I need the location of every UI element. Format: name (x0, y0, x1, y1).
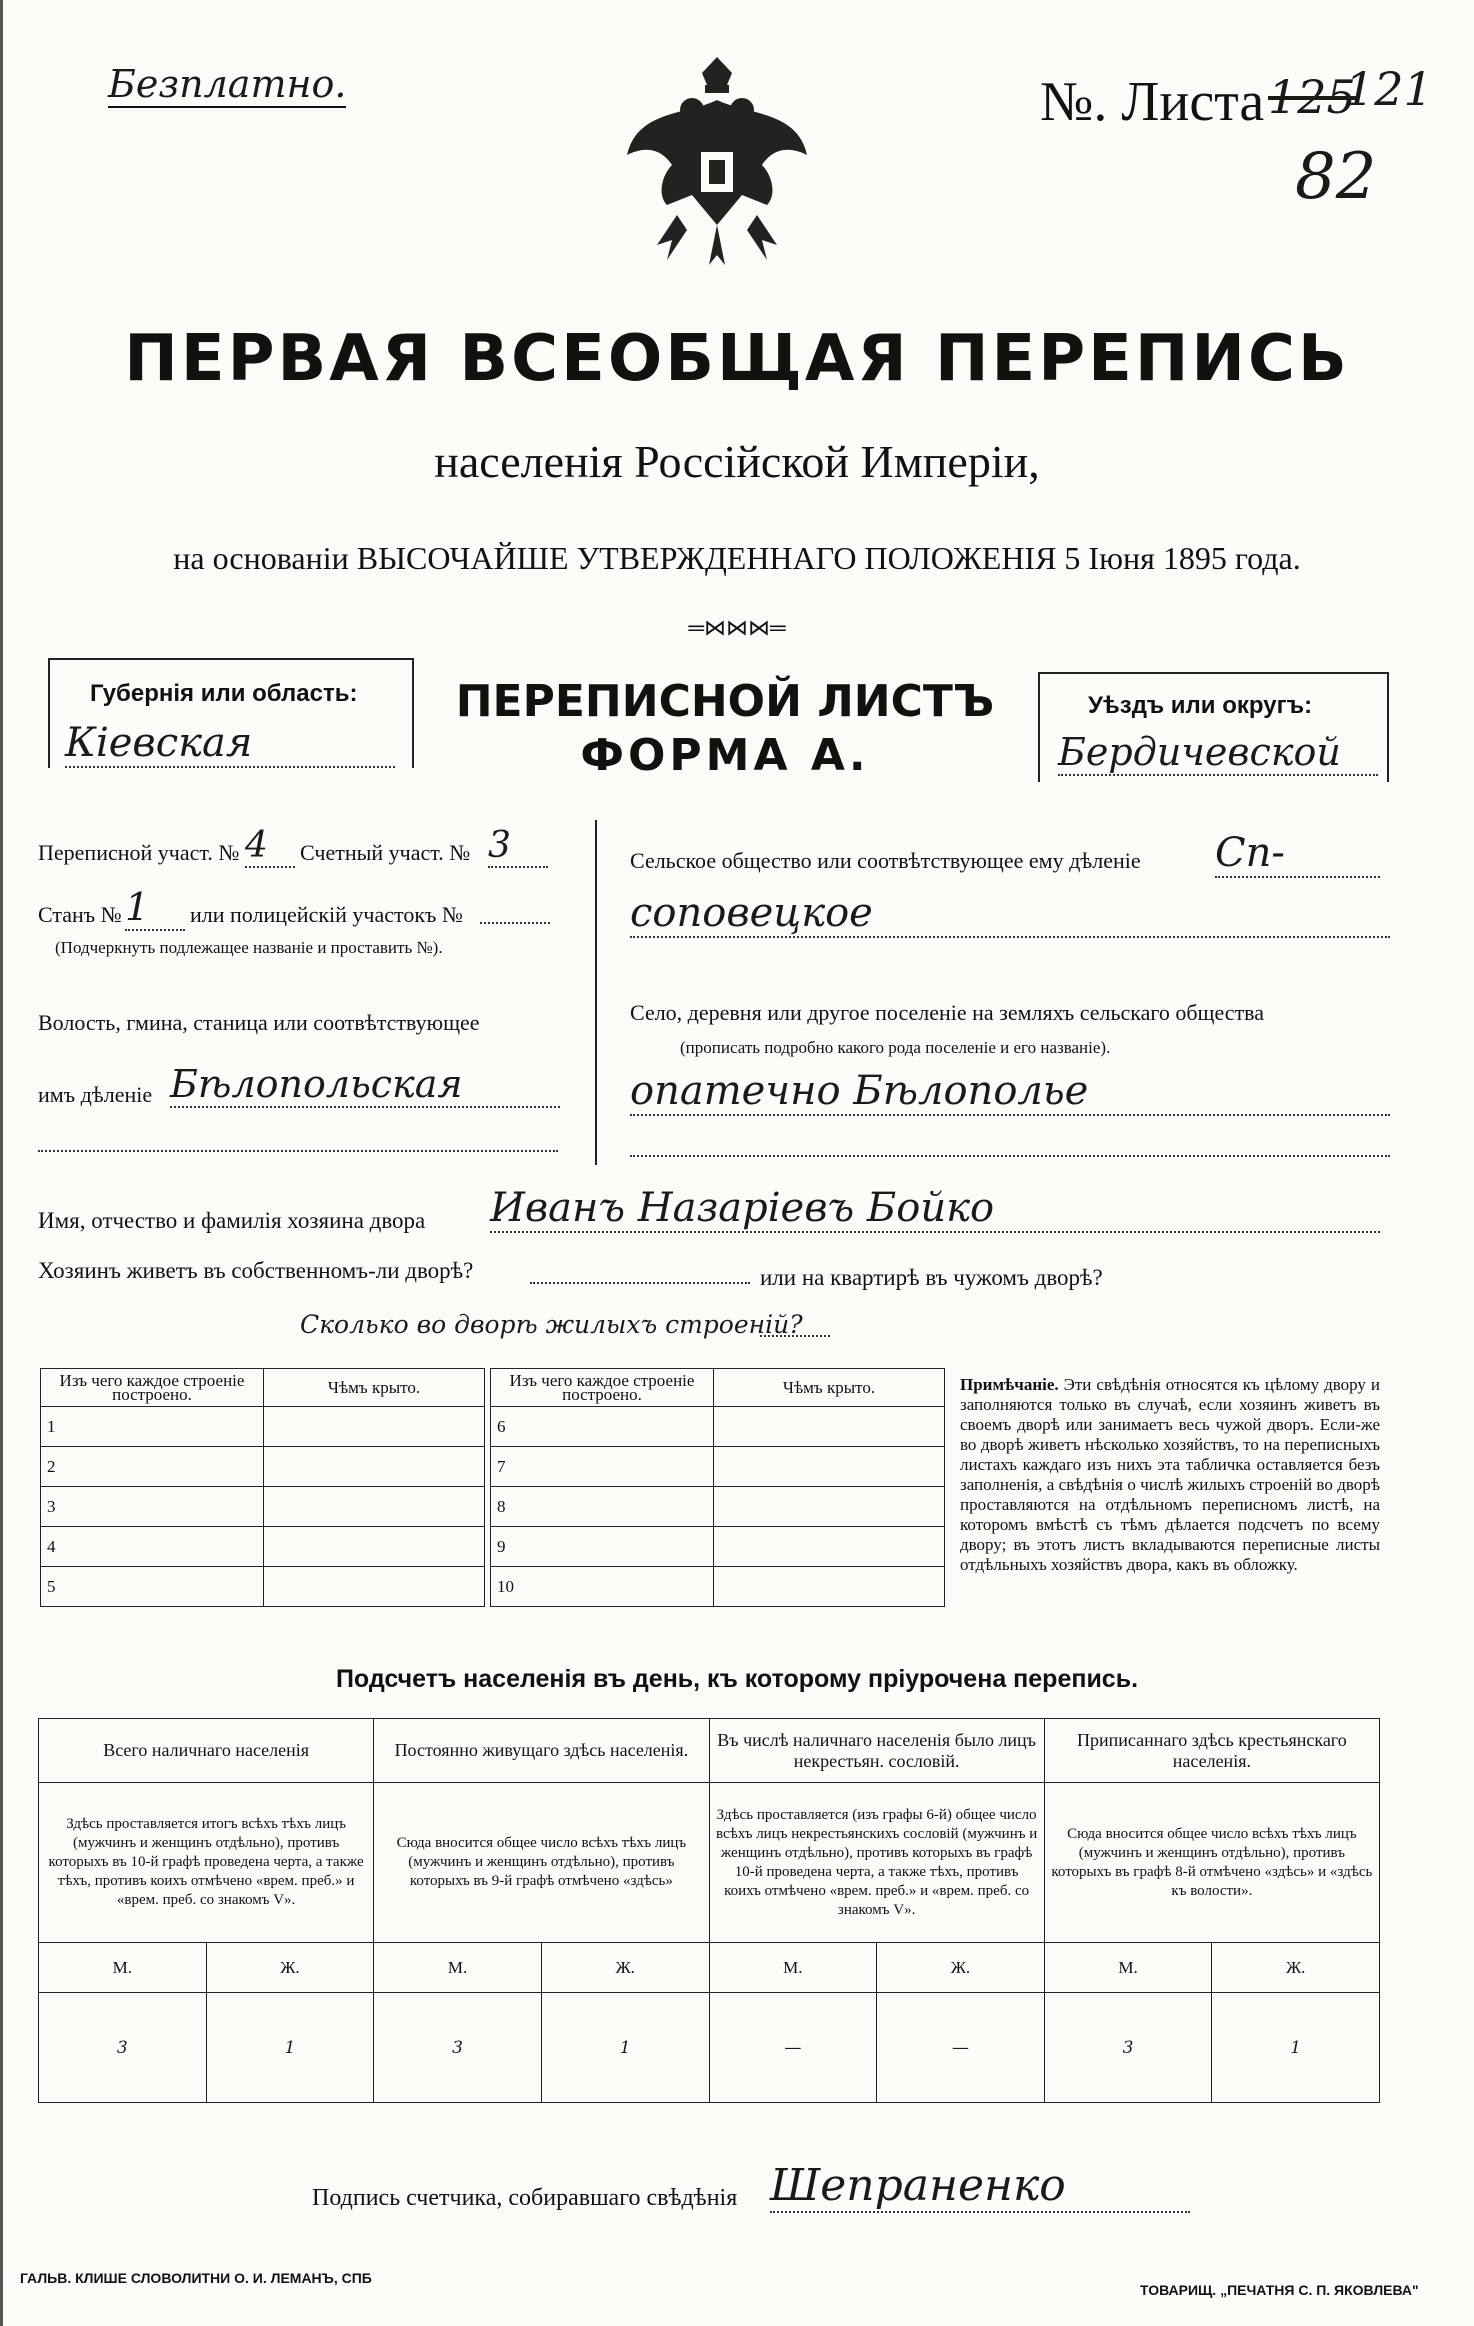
village-extra-line (630, 1145, 1390, 1157)
signature-value: Шепраненко (770, 2160, 1190, 2213)
village-value: опатечно Бѣлополье (630, 1068, 1390, 1116)
pop-col-title: Въ числѣ наличнаго населенія было лицъ некрестьян. сословій. (709, 1719, 1044, 1783)
basis-line: на основаніи ВЫСОЧАЙШЕ УТВЕРЖДЕННАГО ПОЛОЖЕНІЯ 5 Іюня 1895 года. (173, 540, 1301, 576)
sheet-number-struck: 125 (1268, 70, 1356, 124)
population-heading: Подсчетъ населенія въ день, къ которому пріурочена перепись. (335, 1665, 1139, 1693)
volost-label-2: имъ дѣленіе (38, 1082, 153, 1107)
volost-label-1: Волость, гмина, станица или соотвѣтствующее (38, 1010, 480, 1035)
pop-male-value: 3 (1044, 1993, 1212, 2103)
village-note: (прописать подробно какого рода поселеніе и его названіе). (680, 1038, 1111, 1057)
community-value-2: соповецкое (630, 890, 1390, 938)
col-material-header: Изъ чего каждое строеніе построено. (41, 1369, 264, 1407)
printer-left: ГАЛЬВ. КЛИШЕ СЛОВОЛИТНИ О. И. ЛЕМАНЪ, СПБ (20, 2270, 372, 2286)
building-row-num: 4 (41, 1527, 264, 1567)
owner-name-label: Имя, отчество и фамилія хозяина двора (38, 1208, 426, 1233)
building-row-num: 6 (491, 1407, 714, 1447)
building-row-num: 10 (491, 1567, 714, 1607)
buildings-label: Сколько во дворѣ жилыхъ строеній? (300, 1310, 803, 1339)
female-label: Ж. (541, 1943, 709, 1993)
owner-lives-label: Хозяинъ живетъ въ собственномъ-ли дворѣ? (38, 1258, 474, 1283)
district-value: Бердичевской (1058, 730, 1378, 776)
stan-label: Станъ № (38, 902, 122, 927)
village-label: Село, деревня или другое поселеніе на земляхъ сельскаго общества (630, 1000, 1265, 1025)
building-row-num: 9 (491, 1527, 714, 1567)
census-district-label: Переписной участ. № (38, 840, 240, 865)
pop-col-title: Приписаннаго здѣсь крестьянскаго населенія. (1044, 1719, 1379, 1783)
note-block (960, 1375, 1380, 1575)
pop-col-desc: Здѣсь проставляется итогъ всѣхъ тѣхъ лицъ (мужчинъ и женщинъ отдѣльно), противъ которыхъ въ 10-й графѣ проведена черта, а также тѣхъ, противъ коихъ отмѣчено «врем. преб.» и «врем. преб. со знакомъ V». (39, 1783, 374, 1943)
note-title: Примѣчаніе. (960, 1375, 1059, 1394)
pop-col-title: Всего наличнаго населенія (39, 1719, 374, 1783)
count-district-value: 3 (488, 825, 548, 868)
signature-label: Подпись счетчика, собиравшаго свѣдѣнія (312, 2185, 738, 2211)
province-label: Губернія или область: (90, 680, 358, 707)
male-label: М. (1044, 1943, 1212, 1993)
pop-col-title: Постоянно живущаго здѣсь населенія. (374, 1719, 709, 1783)
male-label: М. (39, 1943, 207, 1993)
pop-col-desc: Сюда вносится общее число всѣхъ тѣхъ лицъ (мужчинъ и женщинъ отдѣльно), противъ которыхъ въ 9-й графѣ отмѣчено «здѣсь» (374, 1783, 709, 1943)
stan-value: 1 (125, 885, 185, 931)
subtitle: населенія Россійской Имперіи, (434, 436, 1040, 487)
col-material-header: Изъ чего каждое строеніе построено. (491, 1369, 714, 1407)
col-roof-header: Чѣмъ крыто. (714, 1369, 945, 1407)
building-row-num: 3 (41, 1487, 264, 1527)
building-row-num: 7 (491, 1447, 714, 1487)
owner-name-value: Иванъ Назаріевъ Бойко (490, 1185, 1380, 1233)
form-label: ФОРМА А. (580, 730, 870, 781)
ornament-divider: ═⋈⋈⋈═ (688, 615, 786, 640)
district-label: Уѣздъ или округъ: (1088, 692, 1313, 719)
police-label: или полицейскій участокъ № (190, 902, 463, 927)
pop-male-value: — (709, 1993, 877, 2103)
building-row-num: 1 (41, 1407, 264, 1447)
female-label: Ж. (1212, 1943, 1380, 1993)
community-value-1: Сп- (1215, 830, 1380, 878)
pop-female-value: — (877, 1993, 1045, 2103)
census-district-value: 4 (245, 825, 295, 868)
pop-female-value: 1 (206, 1993, 374, 2103)
pop-male-value: 3 (39, 1993, 207, 2103)
free-label: Безплатно. (108, 62, 347, 106)
buildings-table-right (490, 1368, 945, 1607)
volost-extra-line (38, 1140, 558, 1152)
pop-col-desc: Сюда вносится общее число всѣхъ тѣхъ лицъ (мужчинъ и женщинъ отдѣльно), противъ которыхъ въ графѣ 8-й отмѣчено «здѣсь» и «здѣсь къ волости». (1044, 1783, 1379, 1943)
imperial-eagle-emblem-icon (617, 55, 817, 285)
province-value: Кіевская (65, 720, 395, 768)
printer-right: ТОВАРИЩ. „ПЕЧАТНЯ С. П. ЯКОВЛЕВА" (1140, 2282, 1419, 2298)
male-label: М. (374, 1943, 542, 1993)
col-roof-header: Чѣмъ крыто. (264, 1369, 485, 1407)
owner-apartment-label: или на квартирѣ въ чужомъ дворѣ? (760, 1265, 1103, 1290)
female-label: Ж. (206, 1943, 374, 1993)
sheet-number-handwritten: 121 (1345, 62, 1433, 116)
owner-lives-blank (530, 1272, 750, 1284)
pop-male-value: 3 (374, 1993, 542, 2103)
pop-female-value: 1 (1212, 1993, 1380, 2103)
sheet-title: ПЕРЕПИСНОЙ ЛИСТЪ (455, 676, 995, 727)
male-label: М. (709, 1943, 877, 1993)
police-value-blank (480, 900, 550, 924)
building-row-num: 5 (41, 1567, 264, 1607)
community-label: Сельское общество или соотвѣтствующее ему дѣленіе (630, 848, 1141, 873)
buildings-table-left (40, 1368, 485, 1607)
main-title: ПЕРВАЯ ВСЕОБЩАЯ ПЕРЕПИСЬ (124, 322, 1350, 396)
sheet-number-handwritten-2: 82 (1295, 140, 1377, 214)
building-row-num: 2 (41, 1447, 264, 1487)
underline-note: (Подчеркнуть подлежащее названіе и проставить №). (55, 938, 443, 957)
count-district-label: Счетный участ. № (300, 840, 471, 865)
pop-col-desc: Здѣсь проставляется (изъ графы 6-й) общее число всѣхъ лицъ некрестьянскихъ сословій (мужчинъ и женщинъ отдѣльно), противъ которыхъ въ графѣ 10-й проведена черта, а также тѣхъ, противъ коихъ отмѣчено «врем. преб.» и «врем. преб. со знакомъ V». (709, 1783, 1044, 1943)
building-row-num: 8 (491, 1487, 714, 1527)
sheet-number-label: №. Листа (1040, 71, 1265, 133)
note-text: Эти свѣдѣнія относятся къ цѣлому двору и заполняются только въ случаѣ, если хозяинъ живетъ въ своемъ дворѣ или занимаетъ весь чужой дворъ. Если-же во дворѣ живетъ нѣсколько хозяйствъ, то на переписныхъ листахъ каждаго изъ нихъ эта табличка оставляется безъ заполненія, а свѣдѣнія о числѣ жилыхъ строеній во дворѣ проставляются на отдѣльномъ переписномъ листѣ, на которомъ вмѣстѣ съ тѣмъ дѣлается подсчетъ по всему двору; въ этотъ листъ вкладываются переписные листы отдѣльныхъ хозяйствъ двора, какъ въ обложку. (960, 1375, 1380, 1574)
pop-female-value: 1 (541, 1993, 709, 2103)
buildings-blank (760, 1325, 830, 1337)
volost-value: Бѣлопольская (170, 1062, 560, 1108)
female-label: Ж. (877, 1943, 1045, 1993)
population-table (38, 1718, 1380, 2103)
